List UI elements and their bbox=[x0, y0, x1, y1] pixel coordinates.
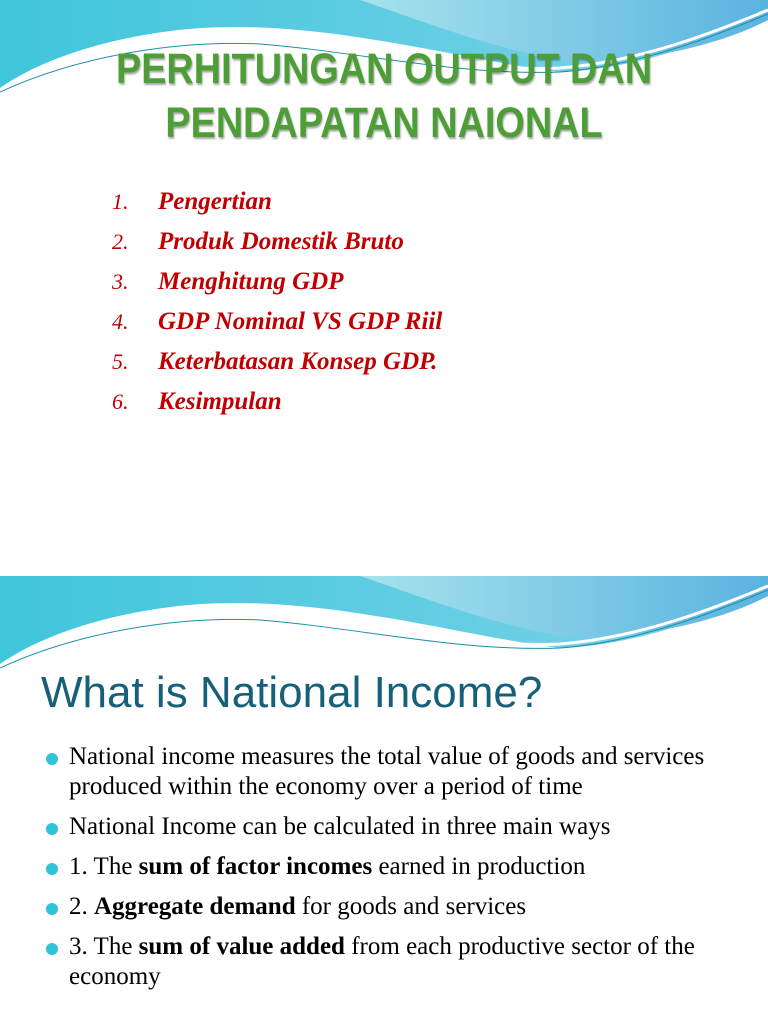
bullet-text: for goods and services bbox=[295, 893, 527, 920]
bullet-bold-text: sum of value added bbox=[138, 933, 345, 960]
item-label: Menghitung GDP bbox=[158, 268, 344, 295]
list-item bbox=[112, 342, 442, 382]
bullet-text: 2. bbox=[69, 893, 94, 920]
agenda-list bbox=[112, 182, 442, 422]
item-number: 3. bbox=[112, 269, 129, 294]
item-number: 2. bbox=[112, 229, 129, 254]
title-line-1: PERHITUNGAN OUTPUT DAN bbox=[115, 45, 653, 93]
bullet-item bbox=[46, 852, 746, 882]
bullet-text: earned in production bbox=[372, 853, 586, 880]
bullet-text: 3. The bbox=[69, 933, 139, 960]
bullet-item bbox=[46, 932, 746, 992]
bullet-item bbox=[46, 892, 746, 922]
item-label: Keterbatasan Konsep GDP. bbox=[158, 348, 438, 375]
bullet-text: 1. The bbox=[69, 853, 139, 880]
slide-national-income bbox=[0, 576, 768, 1024]
item-number: 1. bbox=[112, 189, 129, 214]
bullet-bold-text: Aggregate demand bbox=[94, 893, 296, 920]
bullet-text: National Income can be calculated in three main ways bbox=[69, 813, 611, 840]
bullet-item bbox=[46, 742, 746, 802]
slide-title: What is National Income? bbox=[41, 668, 543, 717]
list-item bbox=[112, 222, 442, 262]
bullet-text: National income measures the total value of goods and services produced within the economy over a period of time bbox=[69, 743, 705, 800]
item-label: Pengertian bbox=[158, 188, 272, 215]
list-item bbox=[112, 302, 442, 342]
item-number: 5. bbox=[112, 349, 129, 374]
item-number: 6. bbox=[112, 389, 129, 414]
item-number: 4. bbox=[112, 309, 129, 334]
item-label: Kesimpulan bbox=[158, 388, 282, 415]
bullet-text: from each productive sector of the economy bbox=[69, 933, 695, 990]
title-line-2: PENDAPATAN NAIONAL bbox=[165, 99, 603, 147]
list-item bbox=[112, 262, 442, 302]
bullet-bold-text: sum of factor incomes bbox=[138, 853, 373, 880]
item-label: Produk Domestik Bruto bbox=[158, 228, 404, 255]
wave-header-decoration bbox=[0, 576, 768, 676]
bullet-list bbox=[46, 742, 746, 1002]
list-item bbox=[112, 382, 442, 422]
item-label: GDP Nominal VS GDP Riil bbox=[158, 308, 443, 335]
slide-title bbox=[46, 42, 722, 150]
bullet-item bbox=[46, 812, 746, 842]
list-item bbox=[112, 182, 442, 222]
